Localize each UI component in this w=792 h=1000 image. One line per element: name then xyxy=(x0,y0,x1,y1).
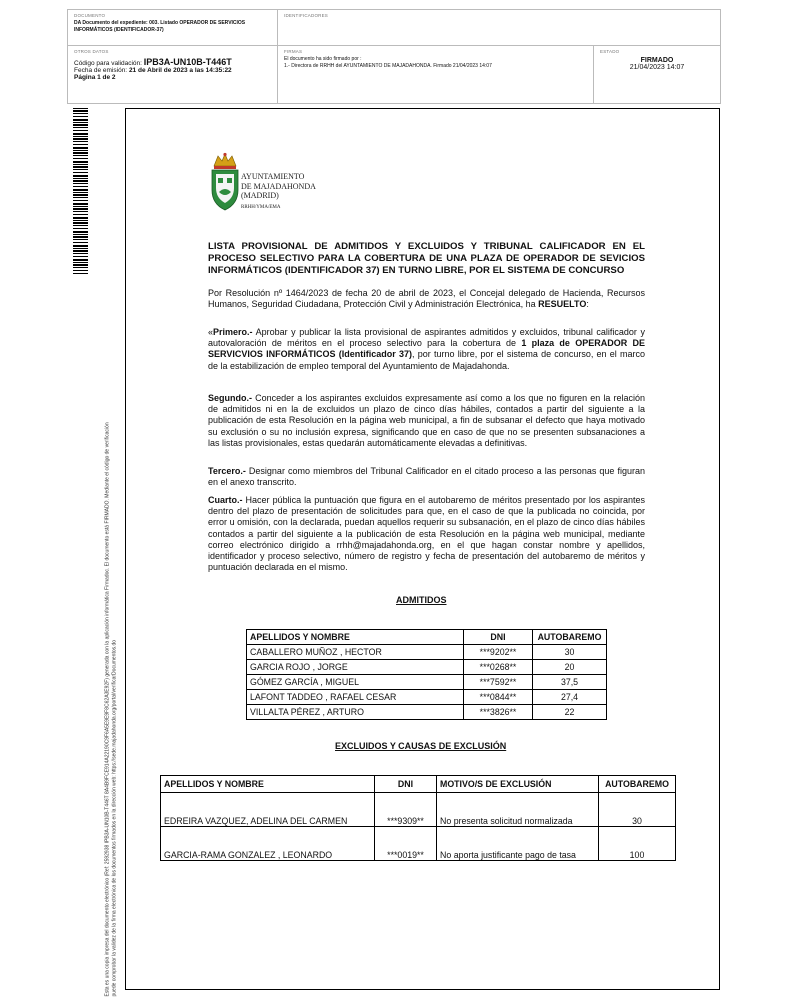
excluido-motivo: No presenta solicitud normalizada xyxy=(437,793,599,827)
excluidos-heading: EXCLUIDOS Y CAUSAS DE EXCLUSIÓN xyxy=(335,741,507,751)
excluido-nombre: GARCIA-RAMA GONZALEZ , LEONARDO xyxy=(161,827,375,861)
admitido-autobaremo: 22 xyxy=(533,705,607,720)
organization-name xyxy=(241,172,316,212)
codigo-label: Código para validación: xyxy=(74,60,142,67)
primero-label: Primero.- xyxy=(213,327,253,337)
fecha-line xyxy=(74,67,271,74)
codigo-line xyxy=(74,57,271,67)
primero-text1: Aprobar y publicar la lista provisional de aspirantes admitidos y excluidos, tribunal calificador y autovaloración de méritos en el proceso selectivo para la cobertura de xyxy=(208,327,645,349)
admitido-dni: ***9202** xyxy=(464,645,533,660)
cuarto-text: Hacer pública la puntuación que figura en el autobaremo de méritos presentado por los aspirantes dentro del plazo de presentación de solicitudes para que, en el caso de que la publicada no coincida, por error u omisión, con la declarada, puedan aquellos requerir su subsanación, en el plazo de cinco días hábiles contados a partir del siguiente a la publicación de esta Resolución en la página web municipal, mediante correo electrónico dirigido a rrhh@majadahonda.org, en el que hagan constar nombre y apellidos, identificador y proceso selectivo, número de registro y fecha de presentación del autobaremo de méritos y puntuación declarada en el mismo. xyxy=(208,495,645,573)
primero-bold: 1 plaza de OPERADOR DE SERVICVIOS INFORMÁTICOS (Identificador 37) xyxy=(208,338,645,360)
intro-resuelto: RESUELTO xyxy=(538,299,587,310)
firmas-line1: El documento ha sido firmado por : xyxy=(284,56,362,62)
estado-date: 21/04/2023 14:07 xyxy=(629,64,685,71)
admitido-nombre: GARCIA ROJO , JORGE xyxy=(247,660,464,675)
cuarto-paragraph xyxy=(208,495,645,573)
excluidos-col-dni: DNI xyxy=(375,776,437,793)
table-row xyxy=(247,645,607,660)
document-header xyxy=(67,9,721,104)
excluidos-col-nombre: APELLIDOS Y NOMBRE xyxy=(161,776,375,793)
excluido-autobaremo: 30 xyxy=(599,793,676,827)
otros-datos-cell xyxy=(68,46,278,103)
segundo-label: Segundo.- xyxy=(208,393,252,403)
primero-prefix: « xyxy=(208,327,214,337)
firmas-cell xyxy=(278,46,594,103)
excluido-dni: ***9309** xyxy=(375,793,437,827)
table-row xyxy=(247,690,607,705)
table-row xyxy=(161,793,676,827)
pagina-text: Página 1 de 2 xyxy=(74,74,116,81)
admitido-autobaremo: 37,5 xyxy=(533,675,607,690)
admitido-dni: ***0844** xyxy=(464,690,533,705)
excluido-dni: ***0019** xyxy=(375,827,437,861)
segundo-text: Conceder a los aspirantes excluidos expresamente así como a los que no figuren en la relación de admitidos ni en la de excluidos un plazo de cinco días hábiles, contados a partir del siguiente a la publicación de esta Resolución en la página web municipal, a fin de subsanar el defecto que haya motivado su exclusión o su no inclusión expresa, significando que en caso de que no se presenten subsanaciones a las listas provisionales, estas quedarán automáticamente elevadas a definitivas. xyxy=(208,393,645,448)
documento-text: DA Documento del expediente: 003. Listado OPERADOR DE SERVICIOS INFORMÁTICOS (IDENTIFICADOR-37) xyxy=(74,20,246,33)
identificadores-cell xyxy=(278,10,720,46)
table-row xyxy=(247,675,607,690)
admitidos-heading: ADMITIDOS xyxy=(396,595,447,605)
side-line2: puede comprobar la validez de la firma electrónica de los documentos firmados en la dirección web: https://sede.majadahonda.org/portal/verificarDocumentos.do xyxy=(111,639,117,997)
firmas-label: FIRMAS xyxy=(284,49,303,54)
primero-paragraph xyxy=(208,327,645,372)
vertical-verification-text xyxy=(105,257,118,997)
admitido-nombre: LAFONT TADDEO , RAFAEL CESAR xyxy=(247,690,464,705)
primero-text2: , por turno libre, por el sistema de concurso, en el marco de la estabilización de empleo temporal del Ayuntamiento de Majadahonda. xyxy=(208,349,646,371)
table-row xyxy=(161,827,676,861)
table-row xyxy=(247,705,607,720)
admitido-autobaremo: 20 xyxy=(533,660,607,675)
documento-cell xyxy=(68,10,278,46)
excluidos-table xyxy=(160,775,676,861)
admitidos-header-row xyxy=(247,630,607,645)
intro-text: Por Resolución nº 1464/2023 de fecha 20 de abril de 2023, el Concejal delegado de Hacienda, Recursos Humanos, Seguridad Ciudadana, Protección Civil y Administración Electrónica, ha xyxy=(208,288,645,310)
org-line2: DE MAJADAHONDA xyxy=(241,181,316,191)
tercero-text: Designar como miembros del Tribunal Calificador en el citado proceso a las personas que figuran en el anexo transcrito. xyxy=(208,466,645,488)
admitidos-col-dni: DNI xyxy=(464,630,533,645)
firmas-line2: 1.- Directora de RRHH del AYUNTAMIENTO DE MAJADAHONDA. Firmado 21/04/2023 14:07 xyxy=(284,62,492,69)
estado-label: ESTADO xyxy=(600,49,620,54)
table-row xyxy=(247,660,607,675)
admitido-nombre: VILLALTA PÉREZ , ARTURO xyxy=(247,705,464,720)
org-line4: RRHH/YMA/EMA xyxy=(241,204,281,210)
intro-paragraph xyxy=(208,288,645,310)
admitidos-col-nombre: APELLIDOS Y NOMBRE xyxy=(247,630,464,645)
admitido-dni: ***3826** xyxy=(464,705,533,720)
admitido-autobaremo: 30 xyxy=(533,645,607,660)
admitido-dni: ***7592** xyxy=(464,675,533,690)
segundo-paragraph xyxy=(208,393,645,449)
intro-colon: : xyxy=(586,299,589,310)
coat-of-arms-icon xyxy=(208,152,242,214)
org-line3: (MADRID) xyxy=(241,191,279,200)
codigo-value: IPB3A-UN10B-T446T xyxy=(143,57,232,67)
admitido-autobaremo: 27,4 xyxy=(533,690,607,705)
excluido-autobaremo: 100 xyxy=(599,827,676,861)
excluidos-col-autobaremo: AUTOBAREMO xyxy=(599,776,676,793)
excluido-nombre: EDREIRA VAZQUEZ, ADELINA DEL CARMEN xyxy=(161,793,375,827)
tercero-paragraph xyxy=(208,466,645,488)
cuarto-label: Cuarto.- xyxy=(208,495,243,505)
admitidos-col-autobaremo: AUTOBAREMO xyxy=(533,630,607,645)
side-line1: Esta es una copia impresa del documento electrónico (Ref: 2592938 IPB3A-UN10B-T446T 8A4B9FCE914A22190C9F6A5E9E9F8C62A3E92F) generada con la aplicación informática Firmadoc. El documento está FIRMADO. Mediante el código de verificación xyxy=(104,422,111,997)
admitido-nombre: CABALLERO MUÑOZ , HECTOR xyxy=(247,645,464,660)
admitidos-table xyxy=(246,629,607,720)
otros-label: OTROS DATOS xyxy=(74,49,109,54)
admitido-dni: ***0268** xyxy=(464,660,533,675)
fecha-label: Fecha de emisión: xyxy=(74,67,128,74)
fecha-value: 21 de Abril de 2023 a las 14:35:22 xyxy=(128,67,232,74)
excluidos-header-row xyxy=(161,776,676,793)
excluidos-col-motivo: MOTIVO/S DE EXCLUSIÓN xyxy=(437,776,599,793)
documento-label: DOCUMENTO xyxy=(74,13,106,18)
estado-value: FIRMADO xyxy=(640,57,674,64)
barcode-icon xyxy=(73,108,88,274)
admitido-nombre: GÓMEZ GARCÍA , MIGUEL xyxy=(247,675,464,690)
tercero-label: Tercero.- xyxy=(208,466,246,476)
estado-cell xyxy=(594,46,720,103)
excluido-motivo: No aporta justificante pago de tasa xyxy=(437,827,599,861)
document-title: LISTA PROVISIONAL DE ADMITIDOS Y EXCLUIDOS Y TRIBUNAL CALIFICADOR EN EL PROCESO SELECTIVO PARA LA COBERTURA DE UNA PLAZA DE OPERADOR DE SEVICIOS INFORMÁTICOS (IDENTIFICADOR 37) EN TURNO LIBRE, POR EL SISTEMA DE CONCURSO xyxy=(208,241,645,276)
org-line1: AYUNTAMIENTO xyxy=(241,172,305,181)
identificadores-label: IDENTIFICADORES xyxy=(284,13,329,18)
